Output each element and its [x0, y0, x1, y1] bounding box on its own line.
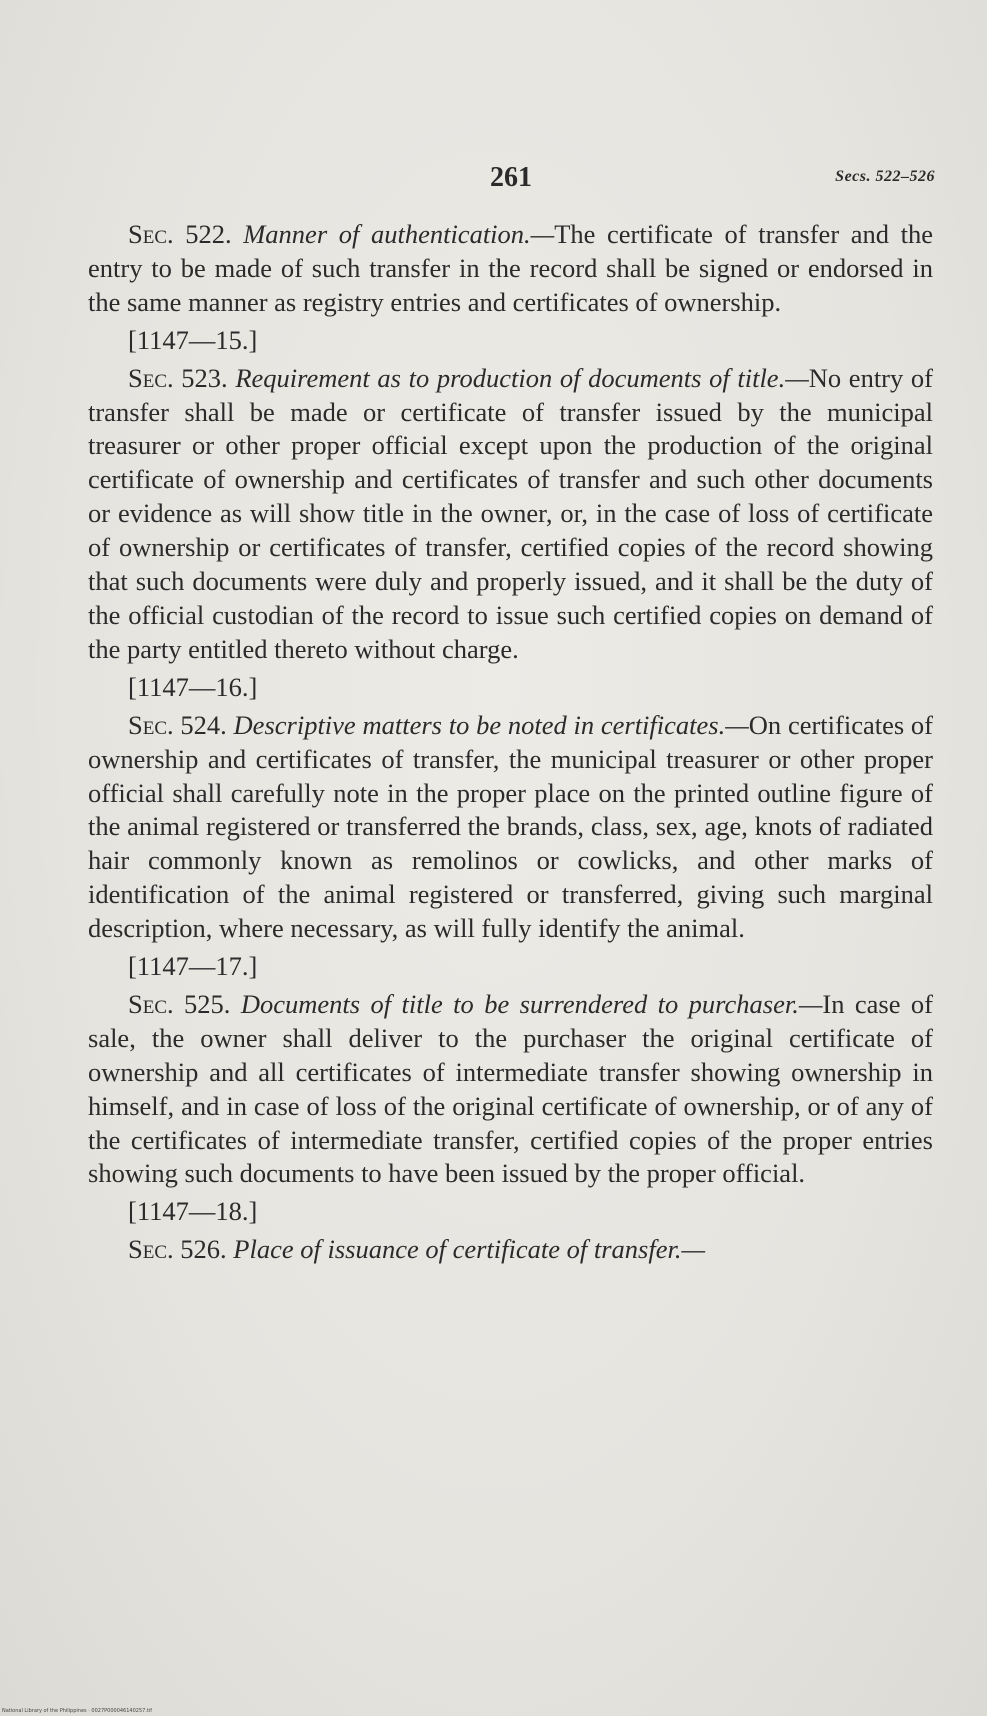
section-title: Descriptive matters to be noted in certificates.—	[233, 709, 749, 740]
section-523	[88, 362, 933, 667]
section-body: No entry of transfer shall be made or certificate of transfer issued by the municipal treasurer or other proper official except upon the production of the original certificate of ownership and certificates of transfer and such other documents or evidence as will show title in the owner, or, in the case of loss of certificate of ownership or certificates of transfer, certified copies of the record showing that such documents were duly and properly issued, and it shall be the duty of the official custodian of the record to issue such certified copies on demand of the party entitled thereto without charge.	[88, 362, 933, 664]
page-number: 261	[490, 162, 532, 193]
section-number: Sec. 524.	[128, 709, 227, 740]
citation: [1147—18.]	[128, 1196, 258, 1227]
section-title: Place of issuance of certificate of transfer.—	[233, 1234, 706, 1265]
section-title: Documents of title to be surrendered to purchaser.—	[240, 988, 823, 1019]
scan-stamp: National Library of the Philippines · 0027P000046140257.tif	[2, 1708, 153, 1714]
running-head: Secs. 522–526	[835, 168, 935, 185]
citation: [1147—16.]	[128, 671, 258, 702]
section-number: Sec. 523.	[128, 362, 228, 393]
section-title: Manner of authentication.—	[243, 219, 555, 249]
page-header	[0, 162, 987, 202]
section-title: Requirement as to production of documents of title.—	[235, 362, 809, 393]
section-524	[88, 709, 933, 946]
section-526	[88, 1233, 933, 1267]
citation: [1147—15.]	[128, 324, 258, 355]
section-body: In case of sale, the owner shall deliver to the purchaser the original certificate of ownership and all certificates of intermediate transfer showing ownership in himself, and in case of loss of the original certificate of ownership, or of any of the certificates of intermediate transfer, certified copies of the proper entries showing such documents to have been issued by the proper official.	[88, 988, 933, 1189]
section-number: Sec. 525.	[128, 988, 231, 1019]
section-number: Sec. 526.	[128, 1234, 227, 1265]
page-body	[88, 218, 933, 1267]
citation: [1147—17.]	[128, 951, 258, 982]
section-body: The certificate of transfer and the entry to be made of such transfer in the record shall be signed or endorsed in the same manner as registry entries and certificates of ownership.	[88, 219, 933, 317]
section-body: On certificates of ownership and certificates of transfer, the municipal treasurer or other proper official shall carefully note in the proper place on the printed outline figure of the animal registered or transferred the brands, class, sex, age, knots of radiated hair commonly known as remolinos or cowlicks, and other marks of identification of the animal registered or transferred, giving such marginal description, where necessary, as will fully identify the animal.	[88, 709, 933, 944]
section-522	[88, 218, 933, 320]
section-525	[88, 988, 933, 1191]
section-number: Sec. 522.	[128, 219, 232, 249]
